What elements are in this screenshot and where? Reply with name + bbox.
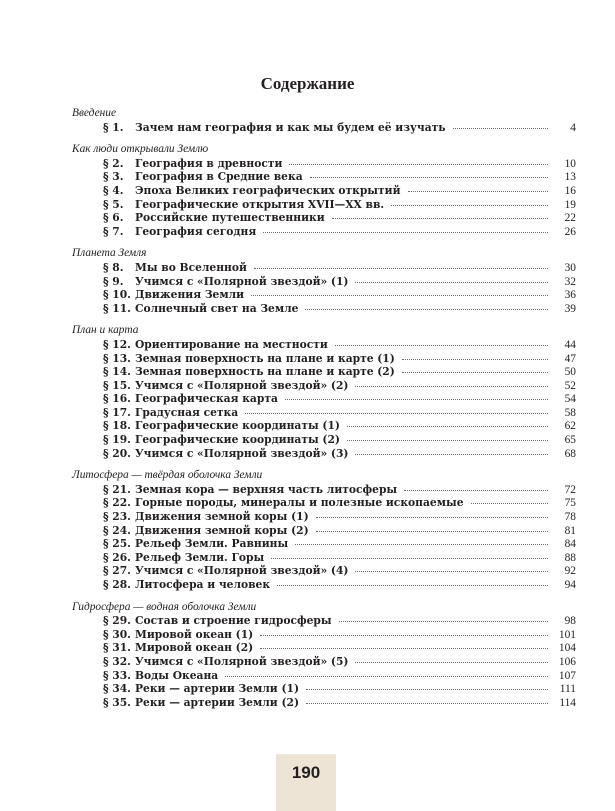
entry-number: § 15. [103,378,131,392]
toc-entry [72,433,576,447]
entry-number: § 26. [103,550,131,564]
toc-entry [72,496,576,510]
entry-number: § 7. [103,224,124,238]
dot-leader [271,558,548,559]
dot-leader [355,454,548,455]
toc-entry [72,628,576,642]
entry-page: 81 [564,524,576,537]
toc-entry [72,537,576,551]
toc-entry [72,302,576,316]
entry-page: 22 [564,212,576,225]
entry-page: 32 [564,275,576,288]
dot-leader [408,191,549,192]
page-number: 190 [291,763,321,782]
entry-title: Учимся с «Полярной звездой» (2) [135,378,349,392]
section-entries [72,157,576,239]
dot-leader [295,544,548,545]
entry-title: Географические открытия XVII—XX вв. [135,197,385,211]
entry-title: География в Средние века [135,170,303,184]
dot-leader [316,531,548,532]
entry-title: Реки — артерии Земли (1) [135,682,300,696]
entry-number: § 32. [103,654,131,668]
entry-number: § 12. [103,337,131,351]
toc-entry [72,483,576,497]
entry-number: § 8. [103,260,124,274]
entry-number: § 22. [103,496,131,510]
toc-entry [72,669,576,683]
toc-entry [72,524,576,538]
dot-leader [355,386,548,387]
section-title: План и карта [72,324,139,337]
toc-entry [72,261,576,275]
toc-entry [72,392,576,406]
entry-title: География сегодня [135,224,257,238]
toc-entry [72,406,576,420]
entry-page: 104 [558,642,576,655]
entry-number: § 13. [103,351,131,365]
entry-page: 114 [559,696,576,709]
toc-entry [72,564,576,578]
dot-leader [305,309,548,310]
dot-leader [245,413,548,414]
toc-entry [72,365,576,379]
dot-leader [347,426,548,427]
section-entries [72,261,576,315]
toc-entry [72,275,576,289]
entry-page: 19 [564,198,576,211]
toc-entry [72,211,576,225]
entry-page: 65 [564,434,576,447]
toc-entry [72,578,576,592]
toc-entry [72,352,576,366]
entry-page: 54 [564,393,576,406]
page-title: Содержание [260,74,355,93]
toc-entry [72,682,576,696]
entry-page: 30 [564,261,576,274]
entry-page: 75 [564,497,576,510]
entry-title: Земная кора — верхняя часть литосферы [135,482,398,496]
dot-leader [285,399,548,400]
entry-page: 50 [564,366,576,379]
dot-leader [310,177,548,178]
dot-leader [254,268,548,269]
entry-title: Учимся с «Полярной звездой» (1) [135,274,349,288]
entry-title: Литосфера и человек [135,578,271,591]
dot-leader [404,490,548,491]
section-title: Гидросфера — водная оболочка Земли [72,600,257,613]
entry-page: 68 [564,447,576,460]
entry-page: 16 [564,184,576,197]
entry-number: § 4. [103,183,124,197]
toc-entry [72,696,576,710]
table-of-contents [72,107,576,718]
entry-page: 88 [564,551,576,564]
toc-entry [72,614,576,628]
entry-number: § 2. [103,156,124,170]
toc-entry [72,551,576,565]
section-entries [72,614,576,709]
toc-entry [72,338,576,352]
entry-title: Воды Океана [135,668,219,682]
dot-leader [402,372,548,373]
section-title: Введение [72,107,117,119]
toc-entry [72,288,576,302]
entry-page: 10 [564,157,576,170]
entry-number: § 35. [103,695,131,709]
entry-title: Зачем нам география и как мы будем её изучать [135,120,446,134]
toc-entry [72,419,576,433]
entry-number: § 24. [103,523,131,537]
entry-page: 44 [564,338,576,351]
dot-leader [335,345,548,346]
entry-title: Учимся с «Полярной звездой» (4) [135,564,349,578]
toc-entry [72,198,576,212]
entry-number: § 27. [103,564,131,578]
toc-section [72,324,576,460]
entry-number: § 28. [103,578,131,591]
toc-section [72,601,576,710]
dot-leader [402,359,548,360]
dot-leader [471,503,548,504]
entry-title: Градусная сетка [135,405,239,419]
dot-leader [260,648,548,649]
entry-title: Горные породы, минералы и полезные ископаемые [135,496,464,510]
entry-page: 107 [558,669,576,682]
entry-page: 36 [564,289,576,302]
entry-title: Земная поверхность на плане и карте (1) [135,351,395,365]
dot-leader [347,440,548,441]
entry-number: § 31. [103,641,131,655]
entry-title: Учимся с «Полярной звездой» (5) [135,654,349,668]
entry-number: § 19. [103,433,131,447]
dot-leader [260,635,548,636]
entry-title: Географическая карта [135,392,278,406]
entry-title: Эпоха Великих географических открытий [135,183,401,197]
entry-number: § 9. [103,274,124,288]
section-title: Как люди открывали Землю [72,143,209,156]
entry-number: § 34. [103,682,131,696]
page-number-badge [276,754,336,811]
entry-number: § 21. [103,482,131,496]
toc-entry [72,157,576,171]
dot-leader [355,662,548,663]
entry-title: География в древности [135,156,283,170]
entry-title: Российские путешественники [135,211,325,225]
entry-title: Мировой океан (1) [135,627,254,641]
entry-page: 72 [564,483,576,496]
entry-page: 92 [564,565,576,578]
entry-title: Мы во Вселенной [135,260,247,274]
entry-page: 4 [570,121,576,134]
entry-page: 62 [564,420,576,433]
entry-title: Географические координаты (1) [135,419,340,433]
entry-page: 58 [564,406,576,419]
entry-title: Рельеф Земли. Равнины [135,537,289,551]
entry-number: § 5. [103,197,124,211]
entry-number: § 30. [103,627,131,641]
dot-leader [355,571,548,572]
toc-section [72,247,576,315]
entry-page: 39 [564,302,576,315]
entry-page: 26 [564,225,576,238]
entry-page: 52 [564,379,576,392]
dot-leader [306,703,548,704]
toc-entry [72,447,576,461]
section-title: Литосфера — твёрдая оболочка Земли [72,469,263,482]
entry-number: § 25. [103,537,131,551]
toc-section [72,107,576,134]
entry-title: Реки — артерии Земли (2) [135,695,300,709]
entry-number: § 6. [103,211,124,225]
entry-number: § 20. [103,446,131,460]
entry-page: 47 [564,352,576,365]
dot-leader [277,585,548,586]
entry-number: § 23. [103,510,131,524]
entry-page: 111 [559,683,576,696]
entry-title: Состав и строение гидросферы [135,614,332,628]
dot-leader [391,205,548,206]
dot-leader [306,689,548,690]
entry-number: § 29. [103,614,131,628]
entry-title: Движения земной коры (2) [135,523,309,537]
entry-number: § 1. [103,120,124,134]
section-title: Планета Земля [72,247,147,260]
dot-leader [316,517,548,518]
toc-entry [72,379,576,393]
entry-number: § 11. [103,301,131,315]
dot-leader [225,676,548,677]
entry-page: 84 [564,538,576,551]
entry-number: § 14. [103,365,131,379]
entry-title: Географические координаты (2) [135,433,340,447]
toc-entry [72,121,576,135]
toc-entry [72,225,576,239]
dot-leader [263,232,548,233]
entry-page: 98 [564,615,576,628]
dot-leader [251,295,548,296]
entry-title: Земная поверхность на плане и карте (2) [135,365,395,379]
entry-number: § 18. [103,419,131,433]
toc-entry [72,184,576,198]
entry-number: § 10. [103,288,131,302]
entry-title: Солнечный свет на Земле [135,301,299,315]
toc-entry [72,655,576,669]
toc-section [72,469,576,591]
entry-title: Ориентирование на местности [135,337,328,351]
entry-page: 94 [564,579,576,591]
section-entries [72,483,576,592]
dot-leader [453,128,549,129]
toc-entry [72,641,576,655]
toc-entry [72,170,576,184]
entry-page: 106 [558,655,576,668]
toc-entry [72,510,576,524]
entry-page: 78 [564,511,576,524]
entry-title: Движения Земли [135,288,245,302]
entry-number: § 33. [103,668,131,682]
dot-leader [289,164,548,165]
dot-leader [339,621,548,622]
toc-section [72,143,576,238]
entry-title: Мировой океан (2) [135,641,254,655]
entry-number: § 17. [103,405,131,419]
entry-page: 101 [558,628,576,641]
entry-page: 13 [564,171,576,184]
entry-title: Движения земной коры (1) [135,510,309,524]
dot-leader [355,282,548,283]
entry-number: § 16. [103,392,131,406]
entry-number: § 3. [103,170,124,184]
entry-title: Учимся с «Полярной звездой» (3) [135,446,349,460]
section-entries [72,338,576,460]
entry-title: Рельеф Земли. Горы [135,550,265,564]
dot-leader [332,218,548,219]
section-entries [72,121,576,135]
